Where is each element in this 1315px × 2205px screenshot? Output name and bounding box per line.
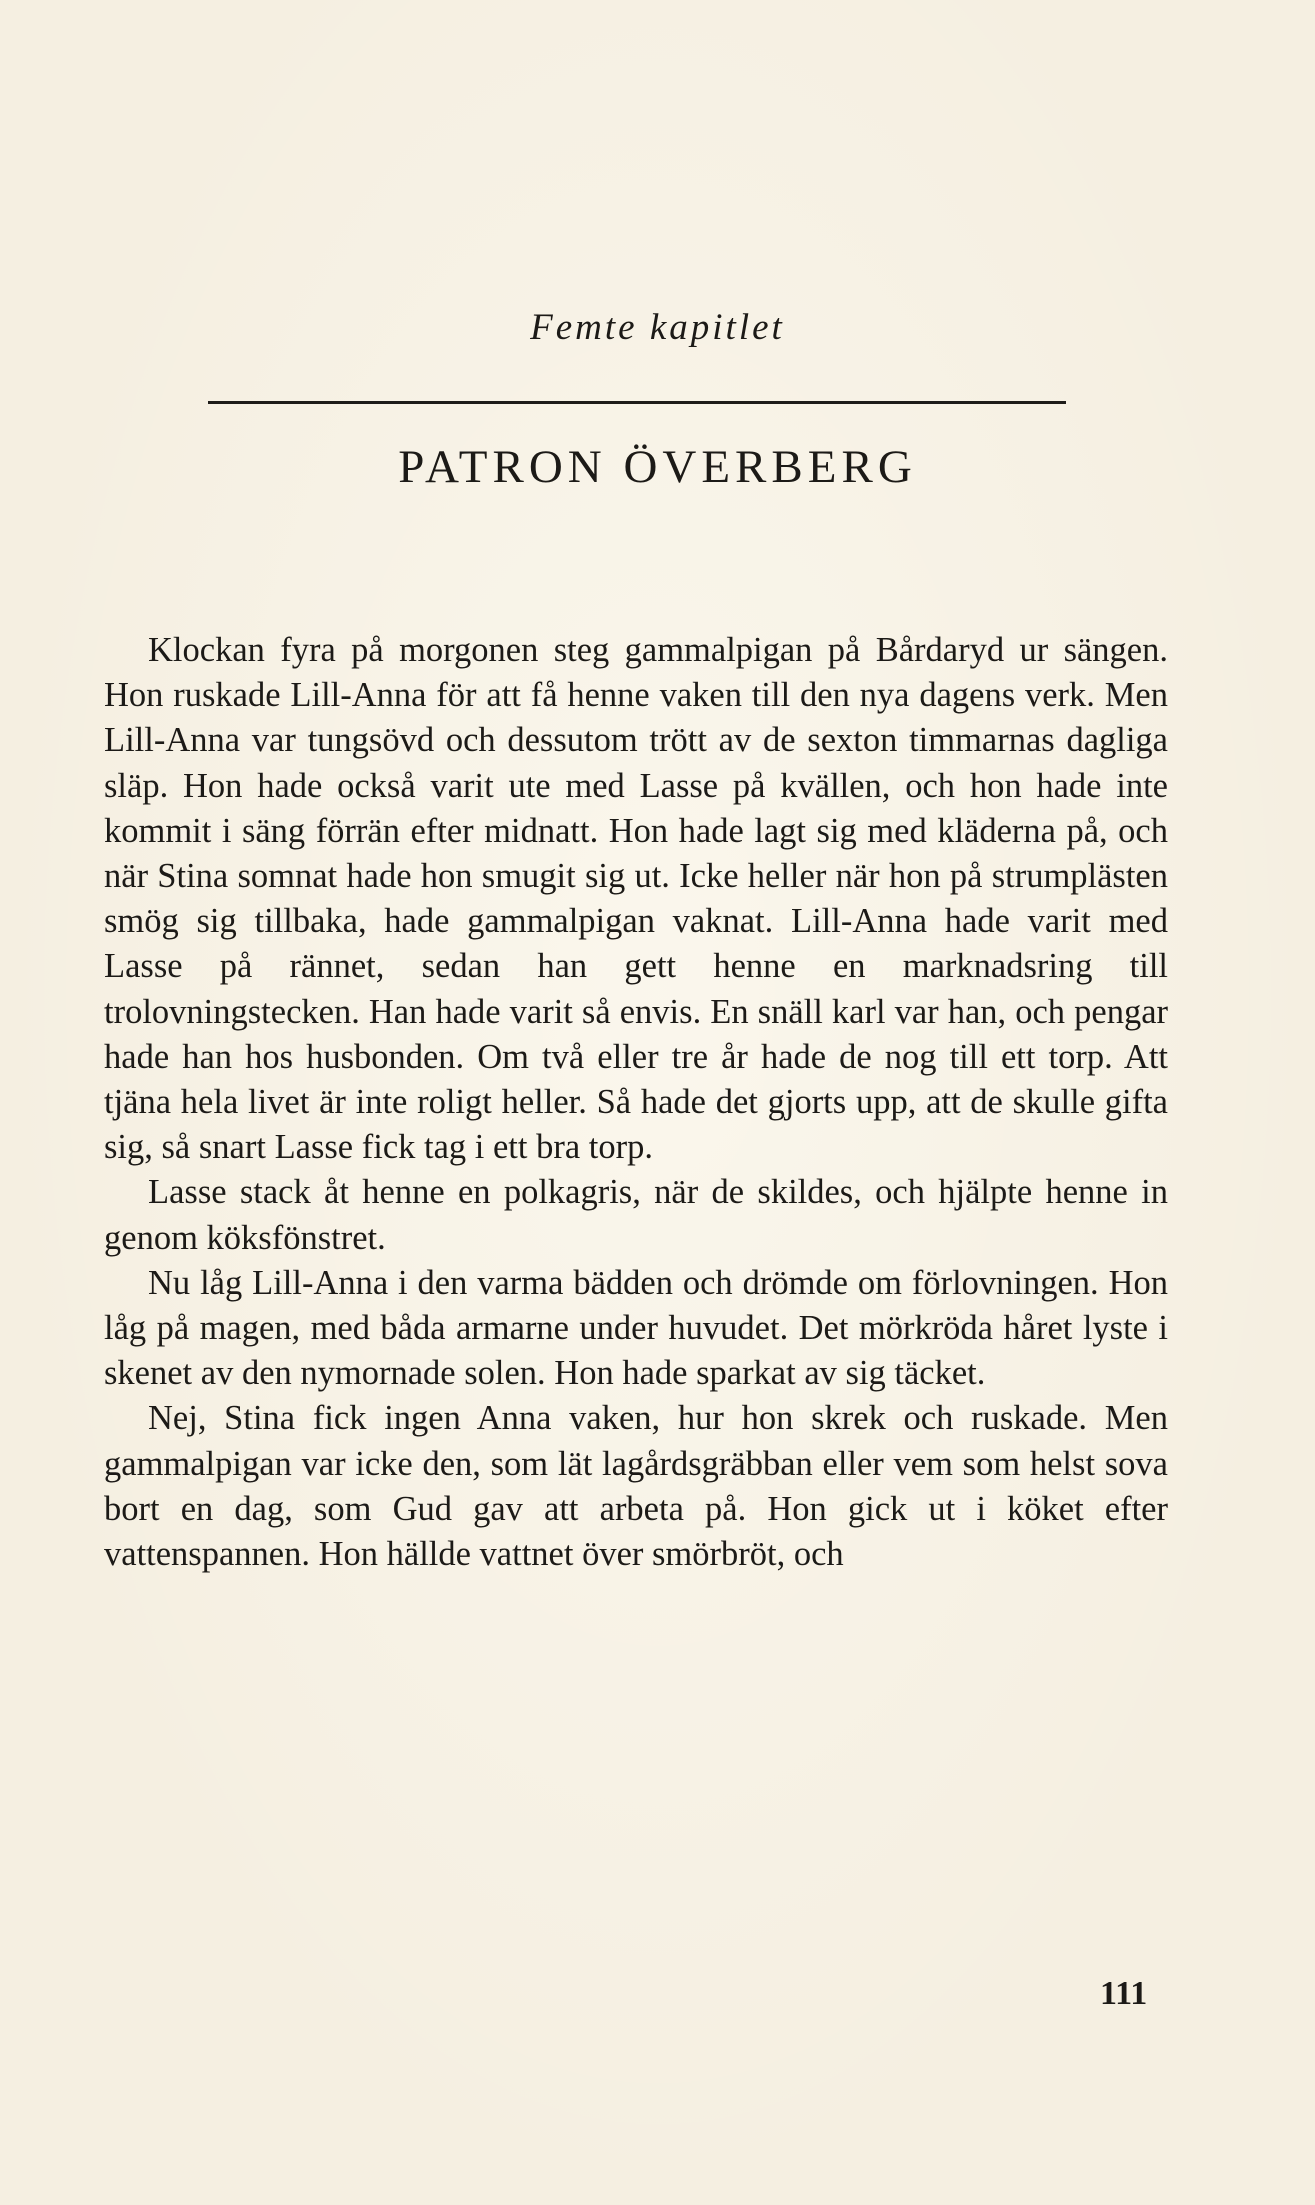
- title-rule: [208, 401, 1066, 404]
- paragraph: Lasse stack åt henne en polkagris, när de skildes, och hjälpte henne in genom köksfönstret.: [104, 1173, 1168, 1257]
- paragraph: Klockan fyra på morgonen steg gammalpigan på Bårdaryd ur sängen. Hon ruskade Lill-Anna för att få henne vaken till den nya dagens verk. Men Lill-Anna var tungsövd och dessutom trött av de sexton timmarnas dagliga släp. Hon hade också varit ute med Lasse på kvällen, och hon hade inte kommit i säng förrän efter midnatt. Hon hade lagt sig med kläderna på, och när Stina somnat hade hon smugit sig ut. Icke heller när hon på strumplästen smög sig tillbaka, hade gammalpigan vaknat. Lill-Anna hade varit med Lasse på rännet, sedan han gett henne en marknadsring till trolovningstecken. Han hade varit så envis. En snäll karl var han, och pengar hade han hos husbonden. Om två eller tre år hade de nog till ett torp. Att tjäna hela livet är inte roligt heller. Så hade det gjorts upp, att de skulle gifta sig, så snart Lasse fick tag i ett bra torp.: [104, 631, 1168, 1167]
- chapter-label: Femte kapitlet: [530, 307, 785, 348]
- body-text: [104, 628, 1168, 1577]
- paragraph: Nej, Stina fick ingen Anna vaken, hur hon skrek och ruskade. Men gammalpigan var icke den, som lät lagårdsgräbban eller vem som helst sova bort en dag, som Gud gav att arbeta på. Hon gick ut i köket efter vattenspannen. Hon hällde vattnet över smörbröt, och: [104, 1399, 1168, 1574]
- page-number: 111: [1100, 1975, 1148, 2012]
- paragraph: Nu låg Lill-Anna i den varma bädden och drömde om förlovningen. Hon låg på magen, med båda armarne under huvudet. Det mörkröda håret lyste i skenet av den nymornade solen. Hon hade sparkat av sig täcket.: [104, 1263, 1168, 1393]
- chapter-title: PATRON ÖVERBERG: [398, 441, 917, 493]
